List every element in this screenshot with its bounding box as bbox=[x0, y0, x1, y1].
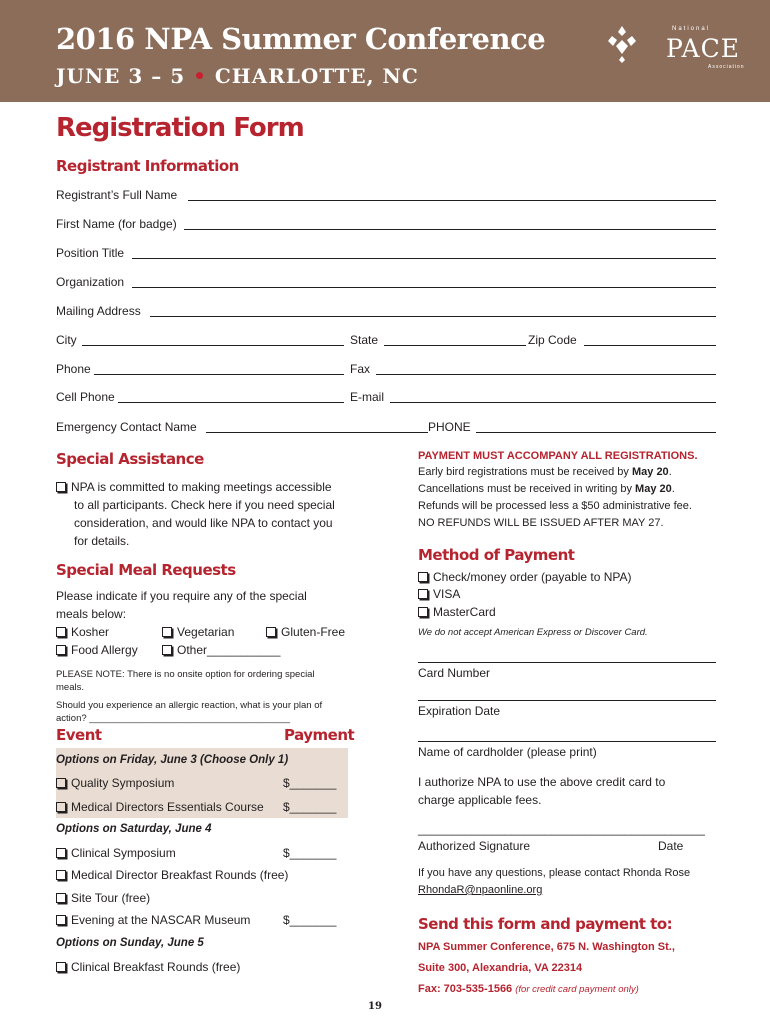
emergency-label: Emergency Contact Name bbox=[56, 420, 197, 434]
zip-field[interactable] bbox=[528, 333, 716, 349]
mastercard-option[interactable]: MasterCard bbox=[418, 603, 496, 621]
gluten-free-option[interactable]: Gluten-Free bbox=[266, 623, 345, 641]
cell-label: Cell Phone bbox=[56, 390, 115, 404]
mailing-field[interactable] bbox=[56, 304, 716, 320]
expiration-label: Expiration Date bbox=[418, 704, 501, 718]
registrant-heading: Registrant Information bbox=[56, 157, 239, 175]
sunday-options-heading: Options on Sunday, June 5 bbox=[56, 937, 204, 949]
visa-checkbox[interactable] bbox=[418, 589, 428, 599]
phone-label: Phone bbox=[56, 362, 91, 376]
expiration-line[interactable] bbox=[418, 700, 716, 701]
site-tour-option[interactable]: Site Tour (free) bbox=[56, 891, 150, 905]
page-number: 19 bbox=[368, 1001, 382, 1012]
cardholder-label: Name of cardholder (please print) bbox=[418, 745, 597, 759]
special-assistance-line-4: for details. bbox=[74, 534, 130, 548]
organization-field[interactable] bbox=[56, 275, 716, 291]
email-label: E-mail bbox=[350, 390, 385, 404]
email-field[interactable] bbox=[350, 390, 716, 406]
vegetarian-option[interactable]: Vegetarian bbox=[162, 623, 234, 641]
emergency-phone-line[interactable] bbox=[476, 432, 716, 433]
emergency-phone-field[interactable] bbox=[428, 420, 716, 436]
send-fax: Fax: 703-535-1566 bbox=[418, 983, 513, 995]
meal-intro-line-1: Please indicate if you require any of the special bbox=[56, 589, 307, 603]
kosher-option[interactable]: Kosher bbox=[56, 623, 109, 641]
gluten-free-checkbox[interactable] bbox=[266, 627, 276, 637]
logo-association: Association bbox=[708, 64, 745, 70]
authorize-line-2: charge applicable fees. bbox=[418, 793, 542, 807]
no-refunds-line: NO REFUNDS WILL BE ISSUED AFTER MAY 27. bbox=[418, 517, 664, 529]
special-assistance-line-1[interactable]: NPA is committed to making meetings accessible bbox=[56, 478, 366, 496]
cancellation-line: Cancellations must be received in writing by May 20. bbox=[418, 483, 675, 495]
meal-requests-heading: Special Meal Requests bbox=[56, 561, 236, 579]
allergic-plan-line-1: Should you experience an allergic reaction, what is your plan of bbox=[56, 700, 323, 711]
cardholder-line[interactable] bbox=[418, 741, 716, 742]
saturday-options-heading: Options on Saturday, June 4 bbox=[56, 823, 212, 835]
fax-line[interactable] bbox=[376, 374, 716, 375]
position-label: Position Title bbox=[56, 246, 125, 260]
meal-note-line-2: meals. bbox=[56, 682, 84, 693]
organization-line[interactable] bbox=[132, 287, 716, 288]
send-fax-line bbox=[418, 981, 718, 998]
card-number-label: Card Number bbox=[418, 666, 491, 680]
quality-symposium-checkbox[interactable] bbox=[56, 778, 66, 788]
clinical-symposium-option[interactable]: Clinical Symposium bbox=[56, 846, 176, 860]
pace-logo-icon bbox=[604, 24, 640, 64]
authorize-text bbox=[418, 773, 718, 809]
send-address-line-1: NPA Summer Conference, 675 N. Washington St., bbox=[418, 941, 675, 953]
refunds-line: Refunds will be processed less a $50 administrative fee. bbox=[418, 500, 692, 512]
zip-label: Zip Code bbox=[528, 333, 577, 347]
meal-intro-line-2: meals below: bbox=[56, 607, 127, 621]
full-name-field[interactable] bbox=[56, 188, 716, 204]
payment-deadlines bbox=[418, 464, 718, 532]
send-fax-note: (for credit card payment only) bbox=[515, 984, 639, 995]
check-checkbox[interactable] bbox=[418, 572, 428, 582]
clinical-symposium-price[interactable]: $_______ bbox=[283, 846, 337, 860]
position-line[interactable] bbox=[132, 258, 716, 259]
method-of-payment-heading: Method of Payment bbox=[418, 546, 575, 564]
payment-heading: Payment bbox=[284, 726, 355, 744]
food-allergy-checkbox[interactable] bbox=[56, 645, 66, 655]
city-line[interactable] bbox=[82, 345, 344, 346]
other-meal-option[interactable]: Other___________ bbox=[162, 641, 280, 659]
nascar-price[interactable]: $_______ bbox=[283, 913, 337, 927]
first-name-field[interactable] bbox=[56, 217, 716, 233]
city-label: City bbox=[56, 333, 77, 347]
conference-dates: JUNE 3 – 5 bbox=[56, 64, 186, 88]
special-assistance-line-2: to all participants. Check here if you need special bbox=[74, 498, 335, 512]
special-assistance-line-3: consideration, and would like NPA to contact you bbox=[74, 516, 333, 530]
conference-title: 2016 NPA Summer Conference bbox=[56, 22, 546, 56]
state-line[interactable] bbox=[384, 345, 526, 346]
signature-line[interactable]: ___________________________________________ bbox=[418, 822, 705, 836]
bullet-separator: • bbox=[193, 64, 207, 88]
mailing-line[interactable] bbox=[150, 316, 716, 317]
first-name-line[interactable] bbox=[184, 229, 716, 230]
full-name-line[interactable] bbox=[188, 200, 716, 201]
mailing-label: Mailing Address bbox=[56, 304, 141, 318]
meal-note-line-1: PLEASE NOTE: There is no onsite option for ordering special bbox=[56, 669, 315, 680]
conference-location: CHARLOTTE, NC bbox=[214, 64, 419, 88]
no-amex-note: We do not accept American Express or Discover Card. bbox=[418, 627, 648, 638]
send-address bbox=[418, 939, 718, 998]
position-field[interactable] bbox=[56, 246, 716, 262]
cell-line[interactable] bbox=[118, 402, 344, 403]
allergic-plan-line-2[interactable]: action? ______________________________________ bbox=[56, 713, 291, 724]
allergic-plan[interactable] bbox=[56, 699, 356, 725]
visa-option[interactable]: VISA bbox=[418, 585, 460, 603]
phone-field[interactable] bbox=[56, 362, 344, 378]
other-meal-checkbox[interactable] bbox=[162, 645, 172, 655]
mastercard-checkbox[interactable] bbox=[418, 607, 428, 617]
conference-dates-location bbox=[56, 64, 419, 88]
phone-line[interactable] bbox=[94, 374, 344, 375]
breakfast-rounds-option[interactable]: Medical Director Breakfast Rounds (free) bbox=[56, 868, 288, 882]
first-name-label: First Name (for badge) bbox=[56, 217, 177, 231]
zip-line[interactable] bbox=[584, 345, 716, 346]
special-assistance-text bbox=[56, 478, 366, 550]
meal-intro bbox=[56, 587, 366, 623]
signature-label: Authorized Signature bbox=[418, 839, 531, 853]
full-name-label: Registrant’s Full Name bbox=[56, 188, 178, 202]
emergency-line[interactable] bbox=[206, 432, 428, 433]
emergency-field[interactable] bbox=[56, 420, 428, 436]
event-heading: Event bbox=[56, 726, 102, 744]
quality-symposium-option[interactable]: Quality Symposium bbox=[56, 776, 174, 790]
nascar-option[interactable]: Evening at the NASCAR Museum bbox=[56, 913, 250, 927]
friday-options-heading: Options on Friday, June 3 (Choose Only 1) bbox=[56, 754, 289, 766]
header-banner bbox=[0, 0, 770, 102]
clinical-breakfast-option[interactable]: Clinical Breakfast Rounds (free) bbox=[56, 960, 240, 974]
fax-field[interactable] bbox=[350, 362, 716, 378]
site-tour-checkbox[interactable] bbox=[56, 893, 66, 903]
state-label: State bbox=[350, 333, 379, 347]
form-title: Registration Form bbox=[56, 113, 304, 143]
check-option[interactable]: Check/money order (payable to NPA) bbox=[418, 568, 632, 586]
card-number-line[interactable] bbox=[418, 662, 716, 663]
medical-directors-price[interactable]: $_______ bbox=[283, 800, 337, 814]
state-field[interactable] bbox=[350, 333, 526, 349]
organization-label: Organization bbox=[56, 275, 125, 289]
food-allergy-option[interactable]: Food Allergy bbox=[56, 641, 138, 659]
send-address-line-2: Suite 300, Alexandria, VA 22314 bbox=[418, 962, 583, 974]
medical-directors-checkbox[interactable] bbox=[56, 802, 66, 812]
early-bird-line: Early bird registrations must be received by May 20. bbox=[418, 466, 672, 478]
email-line[interactable] bbox=[390, 402, 716, 403]
clinical-breakfast-checkbox[interactable] bbox=[56, 962, 66, 972]
city-field[interactable] bbox=[56, 333, 344, 349]
emergency-phone-label: PHONE bbox=[428, 420, 471, 434]
medical-directors-option[interactable]: Medical Directors Essentials Course bbox=[56, 800, 264, 814]
fax-label: Fax bbox=[350, 362, 371, 376]
nascar-checkbox[interactable] bbox=[56, 915, 66, 925]
payment-must-accompany: PAYMENT MUST ACCOMPANY ALL REGISTRATIONS. bbox=[418, 450, 698, 462]
special-assistance-checkbox[interactable] bbox=[56, 482, 66, 492]
npa-logo bbox=[604, 24, 744, 74]
kosher-checkbox[interactable] bbox=[56, 627, 66, 637]
contact-questions: If you have any questions, please contact Rhonda Rose bbox=[418, 867, 691, 879]
send-to-heading: Send this form and payment to: bbox=[418, 915, 673, 933]
authorize-line-1: I authorize NPA to use the above credit card to bbox=[418, 775, 666, 789]
quality-symposium-price[interactable]: $_______ bbox=[283, 776, 337, 790]
breakfast-rounds-checkbox[interactable] bbox=[56, 870, 66, 880]
contact-email-link[interactable]: RhondaR@npaonline.org bbox=[418, 884, 543, 896]
vegetarian-checkbox[interactable] bbox=[162, 627, 172, 637]
cell-field[interactable] bbox=[56, 390, 344, 406]
logo-pace: PACE bbox=[666, 34, 740, 63]
date-label: Date bbox=[658, 839, 684, 853]
meal-note bbox=[56, 668, 356, 694]
logo-national: National bbox=[672, 26, 711, 32]
special-assistance-heading: Special Assistance bbox=[56, 450, 204, 468]
contact-text bbox=[418, 865, 718, 899]
clinical-symposium-checkbox[interactable] bbox=[56, 848, 66, 858]
